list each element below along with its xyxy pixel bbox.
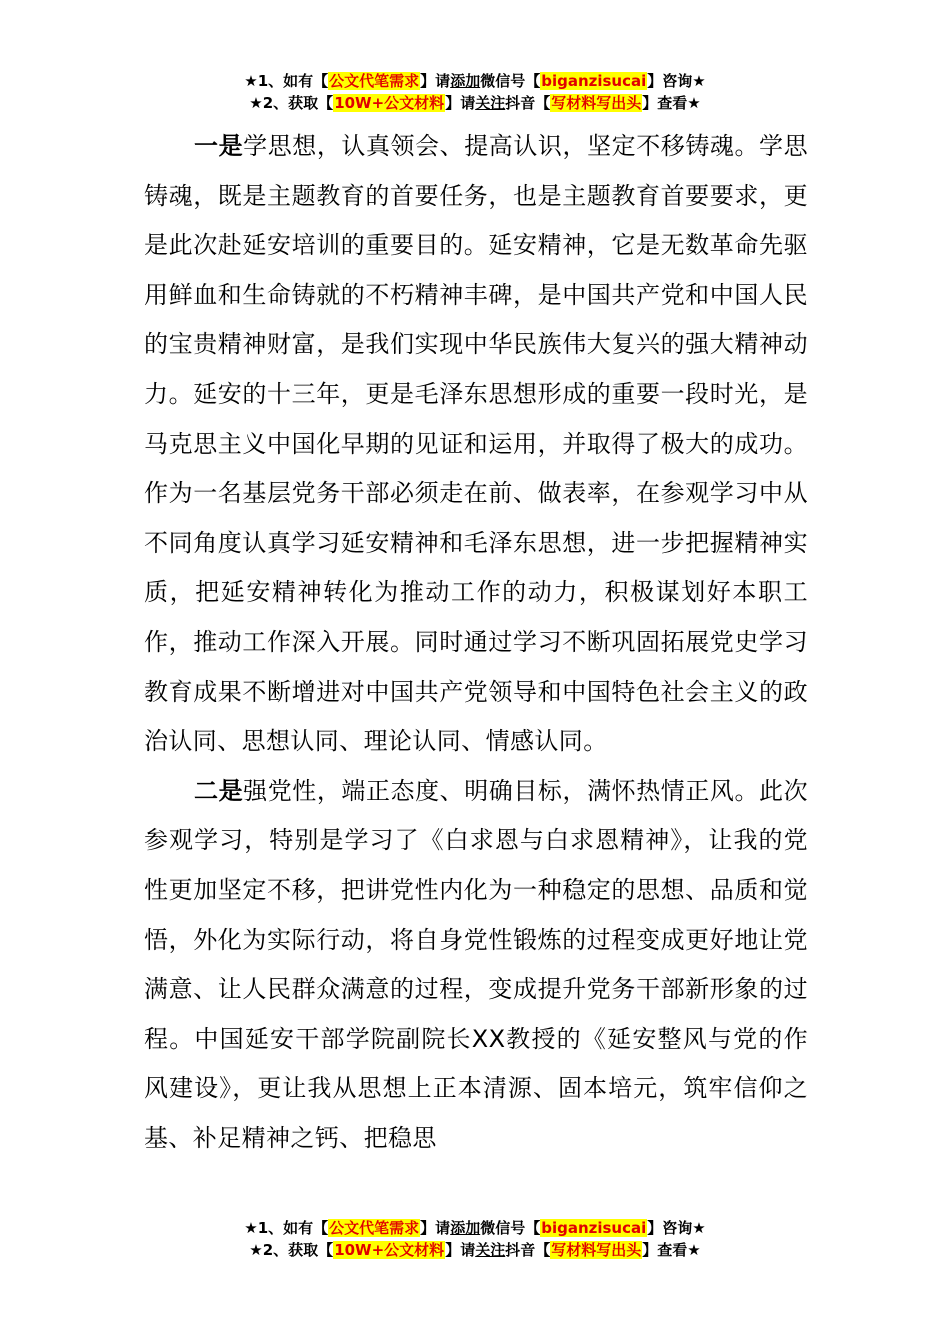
highlight-douyin-account: 写材料写出头	[551, 1241, 642, 1259]
banner-text: 微信号【	[480, 1219, 541, 1237]
banner-text: 抖音【	[505, 1241, 551, 1259]
banner-text: ★1、如有【	[244, 1219, 329, 1237]
banner-text: 微信号【	[480, 72, 541, 90]
underlined-text: 关注	[475, 1241, 506, 1259]
header-banner-line-1	[0, 70, 950, 92]
header-banner	[0, 70, 950, 114]
footer-banner-line-2	[0, 1239, 950, 1261]
header-banner-line-2	[0, 92, 950, 114]
banner-text: ★2、获取【	[249, 1241, 334, 1259]
document-body	[144, 122, 808, 1163]
highlight-service: 公文代笔需求	[329, 72, 420, 90]
highlight-douyin-account: 写材料写出头	[551, 94, 642, 112]
highlight-materials: 10W+公文材料	[334, 94, 445, 112]
banner-text: ★1、如有【	[244, 72, 329, 90]
highlight-wechat-id: biganzisucai	[541, 1219, 647, 1237]
underlined-text: 添加	[450, 1219, 481, 1237]
paragraph-2	[144, 767, 808, 1164]
footer-banner-line-1	[0, 1217, 950, 1239]
banner-text: 抖音【	[505, 94, 551, 112]
underlined-text: 添加	[450, 72, 481, 90]
banner-text: 】咨询★	[647, 72, 706, 90]
banner-text: ★2、获取【	[249, 94, 334, 112]
underlined-text: 关注	[475, 94, 506, 112]
footer-banner	[0, 1217, 950, 1261]
banner-text: 】查看★	[642, 94, 701, 112]
banner-text: 】请	[445, 94, 476, 112]
highlight-materials: 10W+公文材料	[334, 1241, 445, 1259]
paragraph-1-lead: 一是	[194, 132, 244, 160]
banner-text: 】查看★	[642, 1241, 701, 1259]
paragraph-2-lead: 二是	[194, 776, 244, 805]
highlight-service: 公文代笔需求	[329, 1219, 420, 1237]
paragraph-2-text: 强党性，端正态度、明确目标，满怀热情正风。此次参观学习，特别是学习了《白求恩与白求恩精神》，让我的党性更加坚定不移，把讲党性内化为一种稳定的思想、品质和觉悟，外化为实际行动，将自身党性锻炼的过程变成更好地让党满意、让人民群众满意的过程，变成提升党务干部新形象的过程。中国延安干部学院副院长XX教授的《延安整风与党的作风建设》，更让我从思想上正本清源、固本培元，筑牢信仰之基、补足精神之钙、把稳思	[144, 776, 808, 1152]
banner-text: 】请	[420, 72, 451, 90]
banner-text: 】咨询★	[647, 1219, 706, 1237]
paragraph-1	[144, 122, 808, 767]
banner-text: 】请	[420, 1219, 451, 1237]
banner-text: 】请	[445, 1241, 476, 1259]
highlight-wechat-id: biganzisucai	[541, 72, 647, 90]
paragraph-1-text: 学思想，认真领会、提高认识，坚定不移铸魂。学思铸魂，既是主题教育的首要任务，也是主题教育首要要求，更是此次赴延安培训的重要目的。延安精神，它是无数革命先驱用鲜血和生命铸就的不朽精神丰碑，是中国共产党和中国人民的宝贵精神财富，是我们实现中华民族伟大复兴的强大精神动力。延安的十三年，更是毛泽东思想形成的重要一段时光，是马克思主义中国化早期的见证和运用，并取得了极大的成功。作为一名基层党务干部必须走在前、做表率，在参观学习中从不同角度认真学习延安精神和毛泽东思想，进一步把握精神实质，把延安精神转化为推动工作的动力，积极谋划好本职工作，推动工作深入开展。同时通过学习不断巩固拓展党史学习教育成果不断增进对中国共产党领导和中国特色社会主义的政治认同、思想认同、理论认同、情感认同。	[144, 132, 808, 756]
